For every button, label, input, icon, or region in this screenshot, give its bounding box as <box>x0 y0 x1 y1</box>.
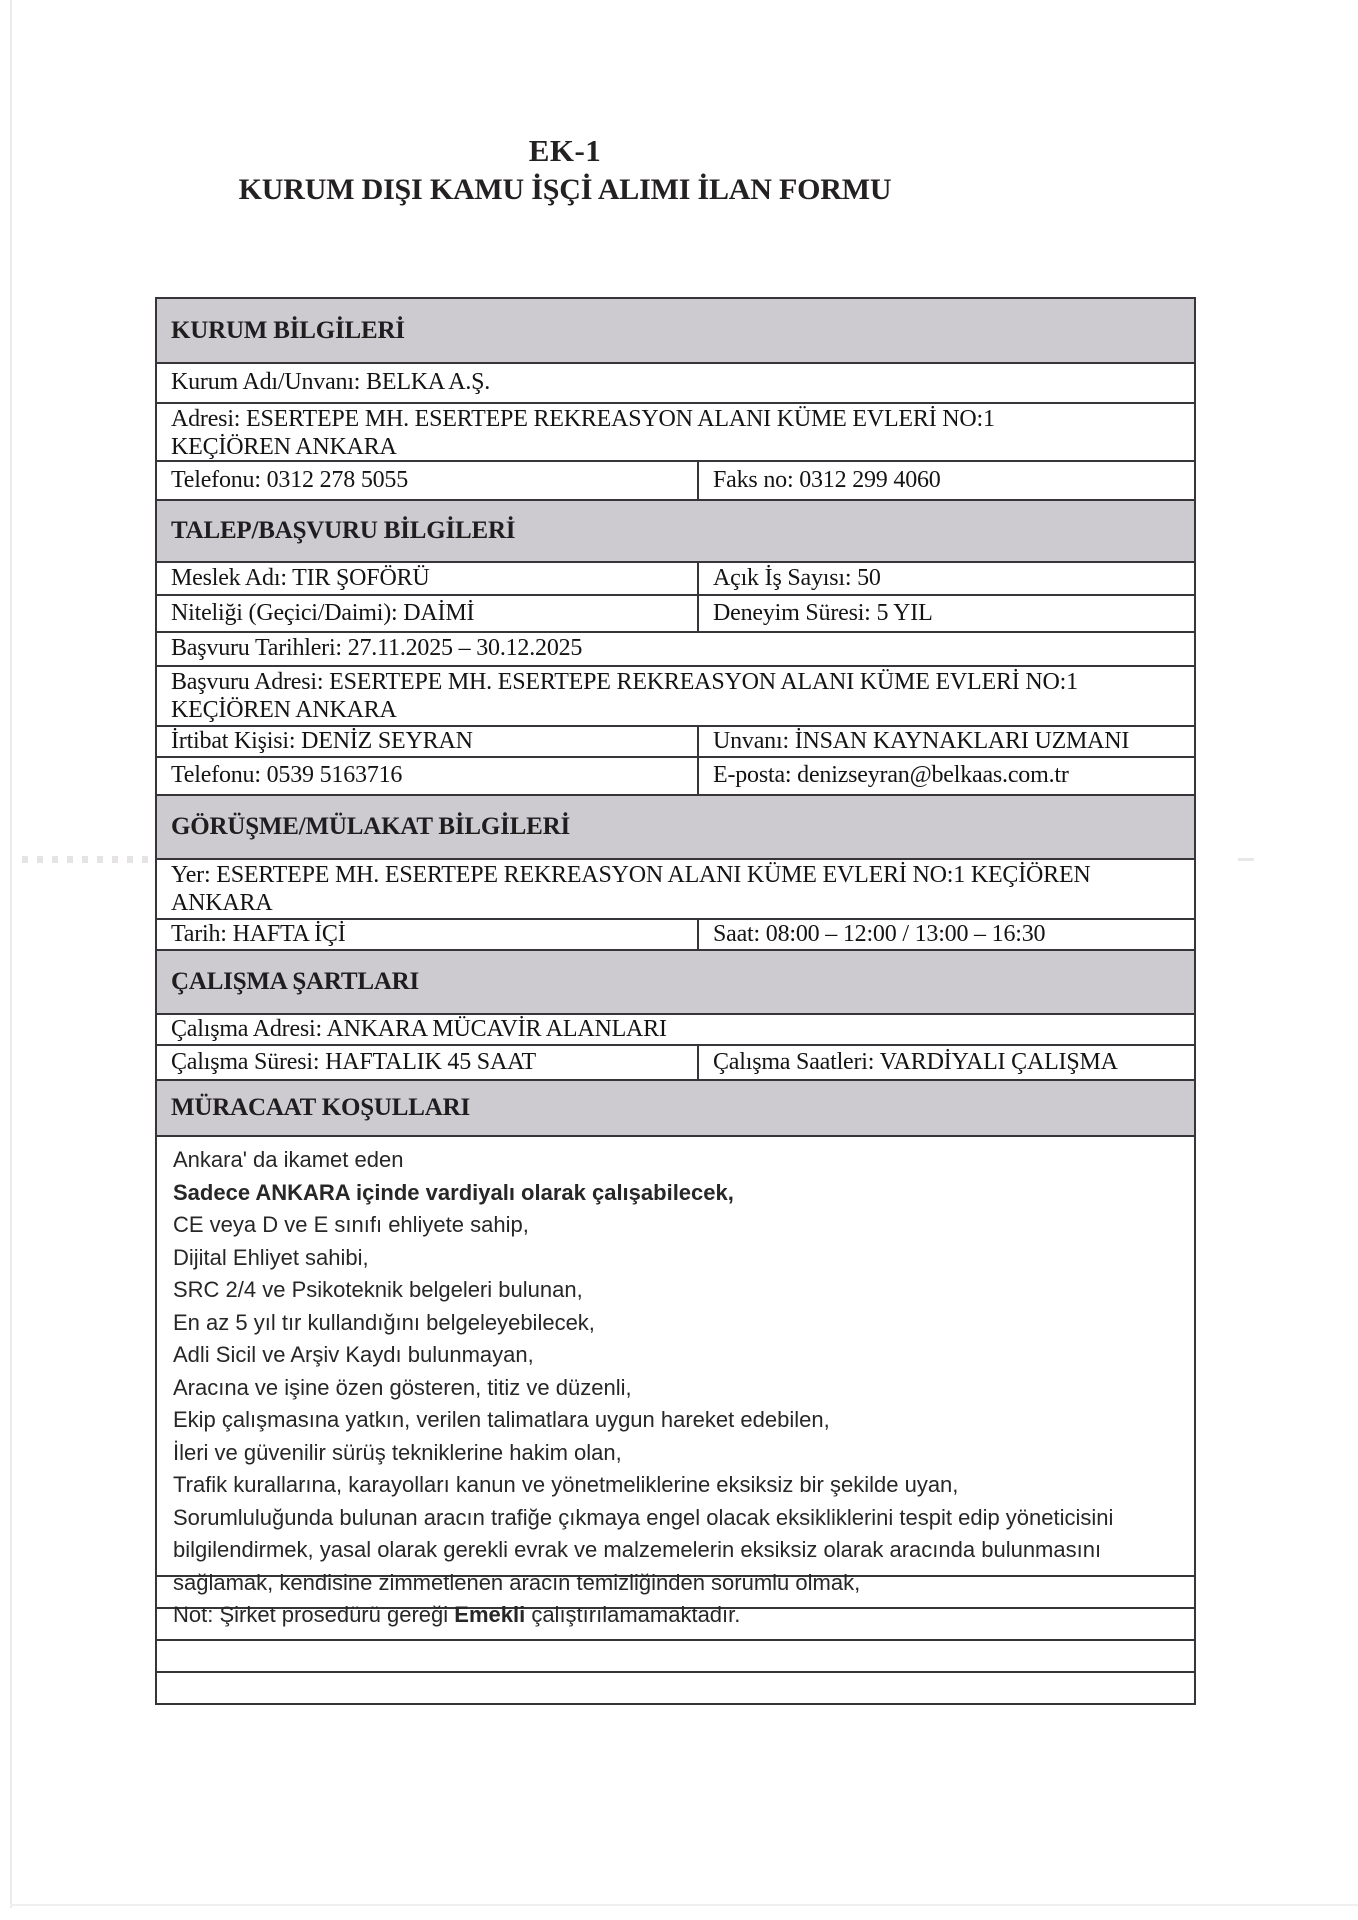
requirement-line: SRC 2/4 ve Psikoteknik belgeleri bulunan, <box>173 1277 583 1302</box>
ilan-form-table <box>155 297 1196 1705</box>
row-yer <box>157 858 1194 918</box>
field-faks-cell <box>697 462 1194 499</box>
field-irtibat-cell <box>157 727 697 756</box>
field-telefonu2: Telefonu: 0539 5163716 <box>171 762 403 788</box>
section-header-label: GÖRÜŞME/MÜLAKAT BİLGİLERİ <box>171 813 571 840</box>
field-irtibat-kisisi: İrtibat Kişisi: DENİZ SEYRAN <box>171 727 473 754</box>
empty-row <box>157 1671 1194 1703</box>
requirement-line: Ankara' da ikamet eden <box>173 1147 404 1172</box>
field-tarih: Tarih: HAFTA İÇİ <box>171 920 346 947</box>
scan-artifact-dashes <box>22 856 152 863</box>
requirement-line: En az 5 yıl tır kullandığını belgeleyebilecek, <box>173 1309 595 1335</box>
field-telefonu: Telefonu: 0312 278 5055 <box>171 466 409 493</box>
field-meslek-adi: Meslek Adı: TIR ŞOFÖRÜ <box>171 564 430 591</box>
field-unvani: Unvanı: İNSAN KAYNAKLARI UZMANI <box>713 727 1130 754</box>
section-header-label: MÜRACAAT KOŞULLARI <box>171 1094 470 1121</box>
section-header-label: KURUM BİLGİLERİ <box>171 316 405 344</box>
section-header-kurum-bilgileri <box>157 299 1194 362</box>
field-saat-cell <box>697 920 1194 949</box>
field-basvuru-adresi: Başvuru Adresi: ESERTEPE MH. ESERTEPE REKREASYON ALANI KÜME EVLERİ NO:1 KEÇİÖREN ANKARA <box>171 669 1078 723</box>
requirement-line: Adli Sicil ve Arşiv Kaydı bulunmayan, <box>173 1342 534 1367</box>
row-nitelik-deneyim <box>157 594 1194 631</box>
field-unvan-cell <box>697 727 1194 756</box>
field-calisma-suresi: Çalışma Süresi: HAFTALIK 45 SAAT <box>171 1048 537 1075</box>
field-telefonu-cell <box>157 462 697 499</box>
field-adresi: Adresi: ESERTEPE MH. ESERTEPE REKREASYON ALANI KÜME EVLERİ NO:1 KEÇİÖREN ANKARA <box>171 406 995 460</box>
document-title <box>155 131 975 209</box>
title-form-name: KURUM DIŞI KAMU İŞÇİ ALIMI İLAN FORMU <box>238 173 892 206</box>
scan-page-edge-left <box>10 0 12 1908</box>
field-telefonu2-cell <box>157 758 697 794</box>
field-deneyim-cell <box>697 596 1194 631</box>
note-suffix: çalıştırılamamaktadır. <box>525 1602 741 1627</box>
requirement-line: İleri ve güvenilir sürüş tekniklerine hakim olan, <box>173 1439 622 1465</box>
field-deneyim-suresi: Deneyim Süresi: 5 YIL <box>713 599 933 626</box>
section-header-gorusme-mulakat <box>157 794 1194 858</box>
note-prefix: Not: Şirket prosedürü gereği <box>173 1602 455 1627</box>
requirement-line: CE veya D ve E sınıfı ehliyete sahip, <box>173 1212 529 1237</box>
title-ek1: EK-1 <box>528 133 602 168</box>
scan-artifact-dot <box>1238 858 1254 861</box>
row-adresi <box>157 402 1194 460</box>
field-niteligi: Niteliği (Geçici/Daimi): DAİMİ <box>171 599 475 626</box>
note-bold-word: Emekli <box>454 1602 526 1627</box>
field-yer: Yer: ESERTEPE MH. ESERTEPE REKREASYON ALANI KÜME EVLERİ NO:1 KEÇİÖREN ANKARA <box>171 862 1091 916</box>
requirement-line: Dijital Ehliyet sahibi, <box>173 1244 369 1270</box>
row-meslek-acikis <box>157 561 1194 594</box>
field-calisma-saatleri-cell <box>697 1046 1194 1079</box>
field-eposta: E-posta: denizseyran@belkaas.com.tr <box>713 762 1069 788</box>
row-irtibat-unvan <box>157 725 1194 756</box>
row-basvuru-adresi <box>157 665 1194 725</box>
field-kurum-adi: Kurum Adı/Unvanı: BELKA A.Ş. <box>171 369 491 395</box>
row-calisma-adresi <box>157 1013 1194 1044</box>
field-basvuru-tarihleri: Başvuru Tarihleri: 27.11.2025 – 30.12.2025 <box>171 635 583 661</box>
requirement-line: Trafik kurallarına, karayolları kanun ve yönetmeliklerine eksiksiz bir şekilde uyan, <box>173 1472 959 1497</box>
row-tarih-saat <box>157 918 1194 949</box>
field-meslek-adi-cell <box>157 563 697 594</box>
muracaat-kosullari-cell <box>157 1135 1194 1627</box>
section-header-talep-basvuru <box>157 499 1194 561</box>
field-faks: Faks no: 0312 299 4060 <box>713 466 941 493</box>
requirements-list <box>173 1144 1176 1599</box>
field-tarih-cell <box>157 920 697 949</box>
section-header-muracaat-kosullari <box>157 1079 1194 1135</box>
field-calisma-adresi: Çalışma Adresi: ANKARA MÜCAVİR ALANLARI <box>171 1015 667 1042</box>
requirement-line: Sadece ANKARA içinde vardiyalı olarak çalışabilecek, <box>173 1179 734 1205</box>
field-calisma-saatleri: Çalışma Saatleri: VARDİYALI ÇALIŞMA <box>713 1048 1118 1075</box>
section-header-label: ÇALIŞMA ŞARTLARI <box>171 968 420 995</box>
row-telefon2-eposta <box>157 756 1194 794</box>
field-niteligi-cell <box>157 596 697 631</box>
field-saat: Saat: 08:00 – 12:00 / 13:00 – 16:30 <box>713 920 1046 947</box>
row-telefon-faks <box>157 460 1194 499</box>
field-eposta-cell <box>697 758 1194 794</box>
row-basvuru-tarihleri <box>157 631 1194 665</box>
section-header-label: TALEP/BAŞVURU BİLGİLERİ <box>171 517 516 544</box>
field-acik-is-cell <box>697 563 1194 594</box>
requirement-line: Sorumluluğunda bulunan aracın trafiğe çıkmaya engel olacak eksikliklerini tespit edip yöneticisini bilgilendirmek, yasal olarak gerekli evrak ve malzemelerin eksiksiz olarak aracında bulunmasını sağlamak, kendisine zimmetlenen aracın temizliğinden sorumlu olmak, <box>173 1504 1114 1595</box>
field-calisma-suresi-cell <box>157 1046 697 1079</box>
field-acik-is-sayisi: Açık İş Sayısı: 50 <box>713 564 881 591</box>
row-calisma-suresi-saatleri <box>157 1044 1194 1079</box>
requirement-line: Aracına ve işine özen gösteren, titiz ve düzenli, <box>173 1374 632 1400</box>
row-kurum-adi <box>157 362 1194 402</box>
empty-row <box>157 1639 1194 1671</box>
scan-page-edge-bottom <box>10 1904 1358 1906</box>
requirement-line: Ekip çalışmasına yatkın, verilen talimatlara uygun hareket edebilen, <box>173 1407 830 1432</box>
section-header-calisma-sartlari <box>157 949 1194 1013</box>
